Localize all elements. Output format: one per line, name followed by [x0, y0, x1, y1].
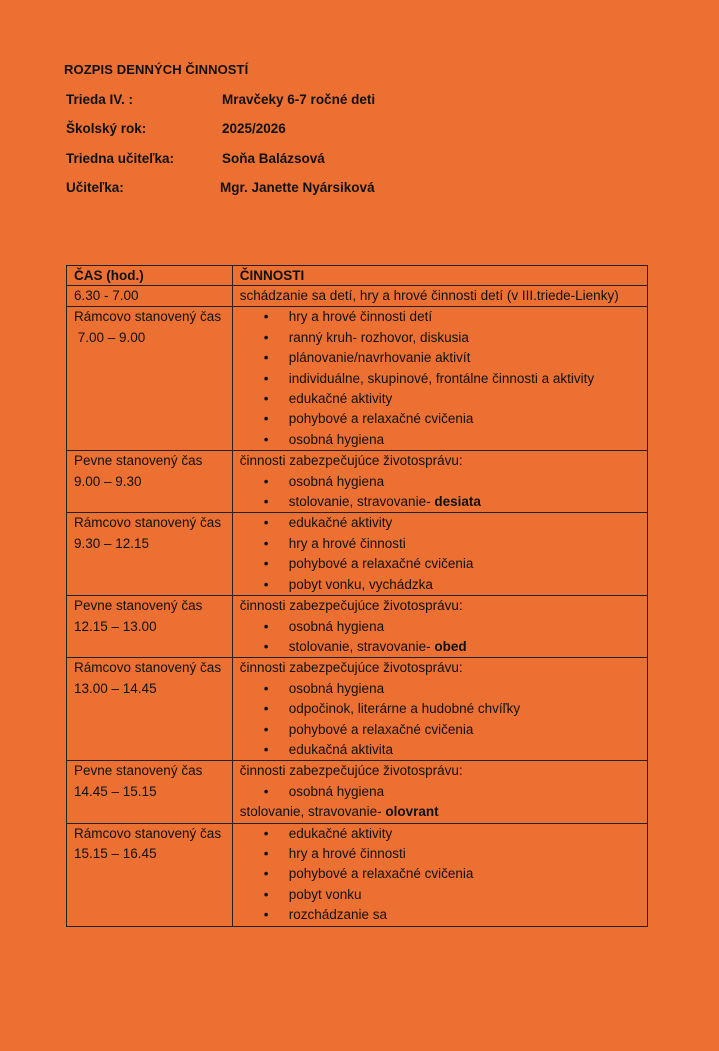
time-range: 9.00 – 9.30 [74, 473, 142, 489]
activity-item [240, 637, 642, 657]
time-range: 13.00 – 14.45 [74, 680, 157, 696]
time-cell [67, 286, 233, 307]
time-label: Pevne stanovený čas [74, 453, 203, 469]
table-row [67, 658, 648, 761]
activity-cell [232, 286, 647, 307]
activity-text: plánovanie/navrhovanie aktivít [288, 350, 471, 366]
activity-item [240, 389, 642, 409]
activity-item [240, 369, 642, 389]
activity-text: edukačné aktivity [288, 391, 393, 407]
time-label: Rámcovo stanovený čas [74, 660, 222, 676]
time-label: Rámcovo stanovený čas [74, 825, 222, 841]
time-label: Pevne stanovený čas [74, 763, 203, 779]
activity-item [240, 554, 642, 574]
activity-item [240, 699, 642, 719]
time-cell [67, 513, 233, 596]
activity-intro: činnosti zabezpečujúce životosprávu: [239, 453, 463, 469]
time-cell [67, 596, 233, 658]
time-label: Pevne stanovený čas [74, 598, 203, 614]
activity-text: edukačná aktivita [288, 741, 394, 757]
time-cell [67, 658, 233, 761]
activity-item [240, 824, 642, 844]
activity-text: stolovanie, stravovanie- [288, 494, 435, 510]
time-range: 9.30 – 12.15 [74, 535, 150, 551]
time-cell [67, 451, 233, 513]
time-range: 7.00 – 9.00 [74, 329, 146, 345]
activity-text: pohybové a relaxačné cvičenia [288, 556, 474, 572]
activity-intro: činnosti zabezpečujúce životosprávu: [239, 660, 463, 676]
activity-item [240, 492, 642, 512]
time-label: Rámcovo stanovený čas [74, 309, 222, 325]
activity-cell [232, 451, 647, 513]
info-value: 2025/2026 [222, 121, 286, 136]
activity-list [240, 679, 642, 761]
activity-item [240, 905, 642, 925]
activity-item [240, 575, 642, 595]
activity-cell [232, 596, 647, 658]
activity-item [240, 307, 642, 327]
activity-item [240, 513, 642, 533]
column-header-activity: ČINNOSTI [232, 266, 647, 286]
activity-text: edukačné aktivity [288, 825, 393, 841]
activity-text: pohybové a relaxačné cvičenia [288, 411, 474, 427]
activity-text: stolovanie, stravovanie- [288, 638, 435, 654]
activity-item [240, 844, 642, 864]
meal-name: olovrant [385, 804, 439, 820]
activity-list [240, 824, 642, 926]
info-value: Soňa Balázsová [222, 151, 325, 166]
time-cell [67, 307, 233, 451]
time-range: 12.15 – 13.00 [74, 618, 157, 634]
activity-text: pohybové a relaxačné cvičenia [288, 866, 474, 882]
activity-text: osobná hygiena [288, 473, 385, 489]
activity-cell [232, 823, 647, 926]
activity-item [240, 720, 642, 740]
time-range: 15.15 – 16.45 [74, 845, 157, 861]
activity-item [240, 885, 642, 905]
activity-text: hry a hrové činnosti [288, 845, 406, 861]
activity-item [240, 864, 642, 884]
activity-list [240, 307, 642, 450]
activity-text: stolovanie, stravovanie- [239, 804, 386, 820]
activity-list [240, 513, 642, 595]
activity-item [240, 679, 642, 699]
activity-item [240, 534, 642, 554]
activity-cell [232, 658, 647, 761]
activity-list [240, 472, 642, 513]
schedule-table [66, 265, 648, 927]
table-row [67, 451, 648, 513]
activity-text: rozchádzanie sa [288, 907, 388, 923]
activity-outro [240, 802, 642, 822]
activity-list [240, 617, 642, 658]
table-row [67, 513, 648, 596]
info-value: Mgr. Janette Nyársiková [220, 180, 375, 195]
activity-item [240, 348, 642, 368]
activity-item [240, 617, 642, 637]
activity-text: edukačné aktivity [288, 515, 393, 531]
activity-text: ranný kruh- rozhovor, diskusia [288, 329, 469, 345]
info-value: Mravčeky 6-7 ročné deti [222, 92, 376, 107]
document-title: ROZPIS DENNÝCH ČINNOSTÍ [64, 62, 249, 77]
activity-cell [232, 513, 647, 596]
activity-item [240, 782, 642, 802]
activity-list [240, 782, 642, 802]
time-range: 6.30 - 7.00 [74, 288, 139, 303]
table-row [67, 596, 648, 658]
activity-text: hry a hrové činnosti detí [288, 309, 433, 325]
activity-text: osobná hygiena [288, 680, 385, 696]
activity-text: odpočinok, literárne a hudobné chvíľky [288, 701, 521, 717]
activity-item [240, 430, 642, 450]
activity-item [240, 740, 642, 760]
activity-item [240, 472, 642, 492]
meal-name: obed [434, 638, 467, 654]
activity-text: osobná hygiena [288, 618, 385, 634]
activity-cell [232, 307, 647, 451]
activity-text: pohybové a relaxačné cvičenia [288, 721, 474, 737]
info-label: Triedna učiteľka: [66, 151, 174, 166]
info-label: Učiteľka: [66, 180, 124, 195]
table-header-row [67, 266, 648, 286]
table-row [67, 307, 648, 451]
info-label: Trieda IV. : [66, 92, 134, 107]
meal-name: desiata [434, 494, 481, 510]
column-header-time: ČAS (hod.) [67, 266, 233, 286]
activity-text: osobná hygiena [288, 431, 385, 447]
activity-text: hry a hrové činnosti [288, 535, 406, 551]
time-cell [67, 761, 233, 823]
activity-text: pobyt vonku, vychádzka [288, 576, 433, 592]
table-row [67, 286, 648, 307]
time-label: Rámcovo stanovený čas [74, 515, 222, 531]
schedule-body [67, 286, 648, 927]
activity-intro: schádzanie sa detí, hry a hrové činnosti detí (v III.triede-Lienky) [239, 288, 619, 303]
activity-text: osobná hygiena [288, 783, 385, 799]
activity-cell [232, 761, 647, 823]
activity-item [240, 409, 642, 429]
activity-intro: činnosti zabezpečujúce životosprávu: [239, 598, 463, 614]
info-label: Školský rok: [66, 121, 147, 136]
activity-text: pobyt vonku [288, 886, 362, 902]
activity-intro: činnosti zabezpečujúce životosprávu: [239, 763, 463, 779]
activity-text: individuálne, skupinové, frontálne činnosti a aktivity [288, 370, 595, 386]
time-range: 14.45 – 15.15 [74, 783, 157, 799]
table-row [67, 823, 648, 926]
activity-item [240, 328, 642, 348]
table-row [67, 761, 648, 823]
time-cell [67, 823, 233, 926]
